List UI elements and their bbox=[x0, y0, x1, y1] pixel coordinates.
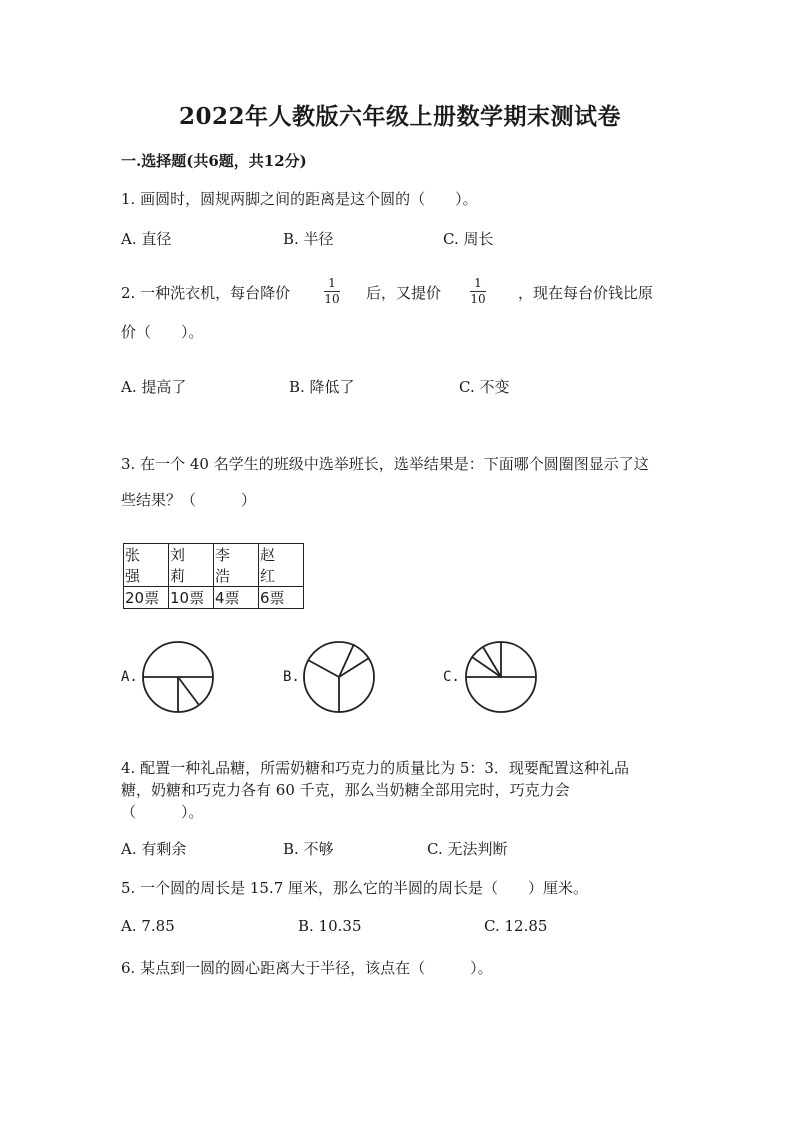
question-2-text-line2: 价（ ）。 bbox=[121, 323, 204, 341]
question-4-option-c: C. 无法判断 bbox=[427, 840, 508, 858]
question-2-text-part1: 2. 一种洗衣机，每台降价 bbox=[121, 284, 291, 302]
question-2-fraction-2 bbox=[470, 277, 486, 306]
question-5-option-c: C. 12.85 bbox=[484, 917, 548, 935]
question-2-text-part3: ，现在每台价钱比原 bbox=[518, 284, 654, 302]
pie-chart-option-b bbox=[302, 640, 376, 714]
question-3-text-line2: 些结果？（ ） bbox=[121, 491, 257, 509]
question-5-text: 5. 一个圆的周长是 15.7 厘米，那么它的半圆的周长是（ ）厘米。 bbox=[121, 879, 589, 897]
question-1-option-a: A. 直径 bbox=[121, 230, 172, 248]
table-cell: 4票 bbox=[214, 587, 259, 609]
table-cell: 张 强 bbox=[124, 544, 169, 587]
section-heading: 一.选择题(共6题，共12分) bbox=[121, 152, 307, 170]
table-cell: 20票 bbox=[124, 587, 169, 609]
question-4-text-line3: （ ）。 bbox=[121, 803, 204, 821]
fraction-numerator: 1 bbox=[328, 276, 336, 290]
question-5-option-a: A. 7.85 bbox=[121, 917, 175, 935]
question-3-text-line1: 3. 在一个 40 名学生的班级中选举班长，选举结果是：下面哪个圆圈图显示了这 bbox=[121, 455, 649, 473]
pie-option-b-label: B. bbox=[283, 669, 300, 685]
question-2-text-part2: 后，又提价 bbox=[366, 284, 442, 302]
fraction-denominator: 10 bbox=[324, 292, 340, 306]
pie-chart-option-a bbox=[141, 640, 215, 714]
question-4-option-b: B. 不够 bbox=[283, 840, 334, 858]
question-6-text: 6. 某点到一圆的圆心距离大于半径，该点在（ ）。 bbox=[121, 959, 493, 977]
question-2-fraction-1 bbox=[324, 277, 340, 306]
pie-option-c-label: C. bbox=[443, 669, 460, 685]
table-cell: 10票 bbox=[169, 587, 214, 609]
page-title: 2022年人教版六年级上册数学期末测试卷 bbox=[178, 103, 621, 130]
table-cell: 李 浩 bbox=[214, 544, 259, 587]
table-row bbox=[124, 587, 304, 609]
question-2-option-b: B. 降低了 bbox=[289, 378, 355, 396]
table-cell: 赵 红 bbox=[259, 544, 304, 587]
vote-table bbox=[123, 543, 304, 609]
table-row bbox=[124, 544, 304, 587]
question-4-option-a: A. 有剩余 bbox=[121, 840, 187, 858]
question-1-text: 1. 画圆时，圆规两脚之间的距离是这个圆的（ ）。 bbox=[121, 190, 478, 208]
question-5-option-b: B. 10.35 bbox=[298, 917, 362, 935]
question-4-text-line2: 糖，奶糖和巧克力各有 60 千克，那么当奶糖全部用完时，巧克力会 bbox=[121, 781, 570, 799]
pie-chart-option-c bbox=[464, 640, 538, 714]
table-cell: 刘 莉 bbox=[169, 544, 214, 587]
question-2-option-c: C. 不变 bbox=[459, 378, 510, 396]
question-1-option-b: B. 半径 bbox=[283, 230, 334, 248]
question-1-option-c: C. 周长 bbox=[443, 230, 494, 248]
pie-option-a-label: A. bbox=[121, 669, 138, 685]
fraction-denominator: 10 bbox=[470, 292, 486, 306]
question-4-text-line1: 4. 配置一种礼品糖，所需奶糖和巧克力的质量比为 5：3．现要配置这种礼品 bbox=[121, 759, 629, 777]
table-cell: 6票 bbox=[259, 587, 304, 609]
fraction-numerator: 1 bbox=[474, 276, 482, 290]
question-2-option-a: A. 提高了 bbox=[121, 378, 187, 396]
